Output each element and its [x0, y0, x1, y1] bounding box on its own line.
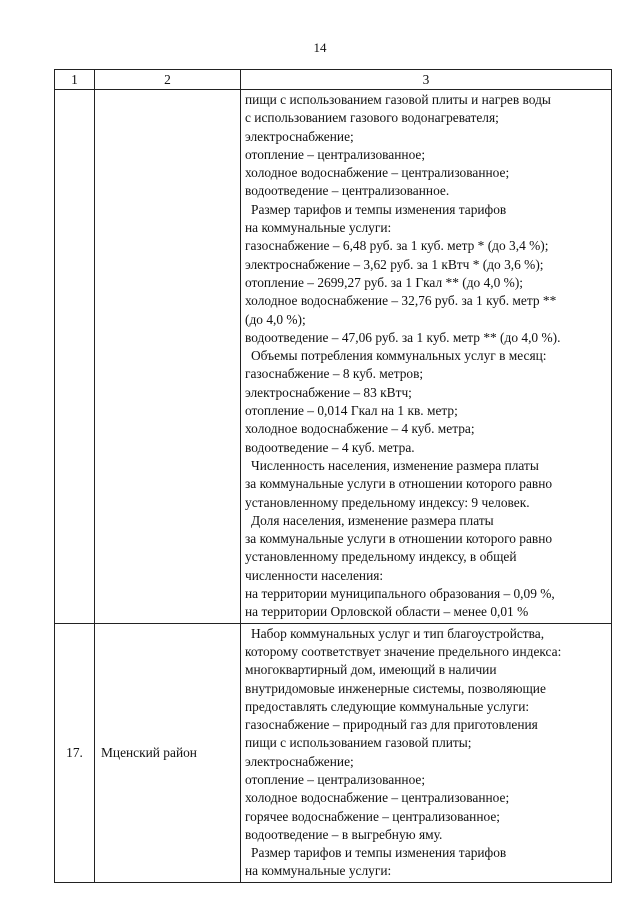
description-line: на территории Орловской области – менее 0,01 % — [245, 604, 529, 620]
municipality-name-cell — [95, 90, 241, 624]
description-line: на территории муниципального образования – 0,09 %, — [245, 586, 555, 602]
description-line: отопление – 2699,27 руб. за 1 Гкал ** (до 4,0 %); — [245, 274, 523, 290]
table-header-row — [55, 70, 612, 90]
description-line: Набор коммунальных услуг и тип благоустройства, — [251, 625, 545, 641]
row-number-cell: 17. — [55, 623, 95, 882]
description-line: установленному предельному индексу, в общей — [245, 549, 517, 565]
tariff-table — [54, 69, 612, 883]
description-line: отопление – 0,014 Гкал на 1 кв. метр; — [245, 403, 458, 419]
description-line: предоставлять следующие коммунальные услуги: — [245, 698, 530, 714]
description-line: на коммунальные услуги: — [245, 220, 392, 236]
description-line: Размер тарифов и темпы изменения тарифов — [251, 845, 507, 861]
page-number: 14 — [313, 40, 327, 55]
description-line: электроснабжение; — [245, 753, 354, 769]
description-line: отопление – централизованное; — [245, 771, 426, 787]
description-line: газоснабжение – 6,48 руб. за 1 куб. метр * (до 3,4 %); — [245, 238, 549, 254]
description-line: с использованием газового водонагревателя; — [245, 110, 499, 126]
description-line: холодное водоснабжение – централизованное; — [245, 165, 510, 181]
description-cell — [241, 623, 612, 882]
description-line: отопление – централизованное; — [245, 146, 426, 162]
description-line: установленному предельному индексу: 9 человек. — [245, 494, 530, 510]
description-line: электроснабжение – 3,62 руб. за 1 кВтч * (до 3,6 %); — [245, 256, 544, 272]
description-line: водоотведение – 4 куб. метра. — [245, 439, 415, 455]
description-line: холодное водоснабжение – 32,76 руб. за 1 куб. метр ** — [245, 293, 557, 309]
description-line: пищи с использованием газовой плиты; — [245, 735, 472, 751]
description-line: горячее водоснабжение – централизованное; — [245, 808, 501, 824]
row-number-cell — [55, 90, 95, 624]
description-line: внутридомовые инженерные системы, позволяющие — [245, 680, 546, 696]
description-line: за коммунальные услуги в отношении которого равно — [245, 476, 553, 492]
description-line: холодное водоснабжение – 4 куб. метра; — [245, 421, 475, 437]
description-line: за коммунальные услуги в отношении которого равно — [245, 531, 553, 547]
description-line: водоотведение – централизованное. — [245, 183, 450, 199]
description-cell — [241, 90, 612, 624]
description-line: Объемы потребления коммунальных услуг в месяц: — [251, 348, 547, 364]
table-row-continued — [55, 90, 612, 624]
description-line: численности населения: — [245, 567, 384, 583]
description-line: многоквартирный дом, имеющий в наличии — [245, 662, 497, 678]
description-line: которому соответствует значение предельного индекса: — [245, 643, 562, 659]
description-line: водоотведение – в выгребную яму. — [245, 826, 443, 842]
description-line: (до 4,0 %); — [245, 311, 306, 327]
description-line: электроснабжение; — [245, 128, 354, 144]
description-line: газоснабжение – 8 куб. метров; — [245, 366, 424, 382]
description-line: электроснабжение – 83 кВтч; — [245, 384, 412, 400]
description-line: Размер тарифов и темпы изменения тарифов — [251, 201, 507, 217]
header-col-3: 3 — [241, 70, 612, 90]
table-row-17 — [55, 623, 612, 882]
header-col-2: 2 — [95, 70, 241, 90]
description-line: Численность населения, изменение размера платы — [251, 457, 539, 473]
header-col-1: 1 — [55, 70, 95, 90]
description-line: на коммунальные услуги: — [245, 863, 392, 879]
description-line: пищи с использованием газовой плиты и нагрев воды — [245, 92, 551, 107]
description-line: водоотведение – 47,06 руб. за 1 куб. метр ** (до 4,0 %). — [245, 329, 561, 345]
description-line: газоснабжение – природный газ для приготовления — [245, 717, 538, 733]
description-line: холодное водоснабжение – централизованное; — [245, 790, 510, 806]
description-line: Доля населения, изменение размера платы — [251, 512, 494, 528]
municipality-name-cell: Мценский район — [95, 623, 241, 882]
